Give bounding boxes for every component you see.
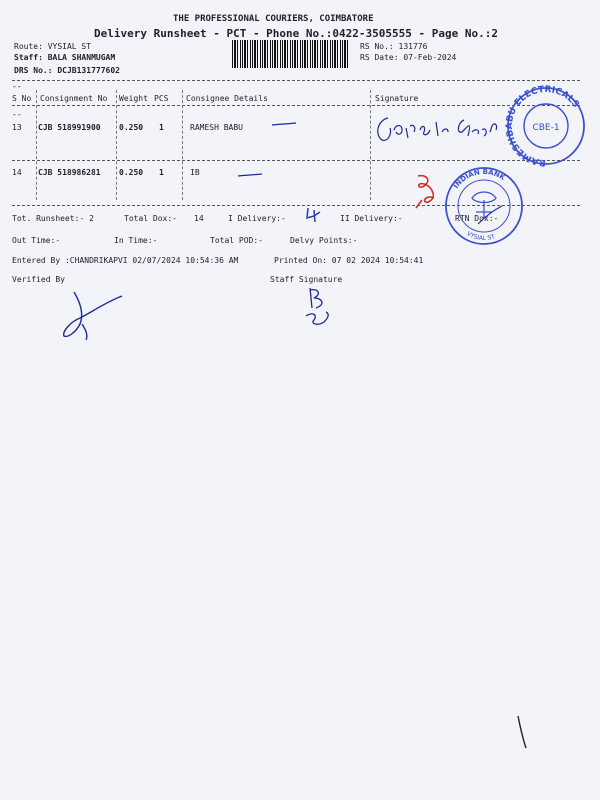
- staff-signature: [300, 284, 336, 330]
- column-header-signature: Signature: [375, 94, 419, 103]
- bank-stamp-top-text: INDIAN BANK: [452, 167, 507, 190]
- row-separator: [12, 160, 580, 161]
- svg-text:INDIAN BANK: [452, 168, 507, 190]
- rs-number: RS No.: 131776: [360, 42, 428, 51]
- delivery-count-mark: [304, 206, 324, 224]
- company-title: THE PROFESSIONAL COURIERS, COIMBATORE: [173, 14, 374, 24]
- dash-mark: [270, 118, 300, 130]
- row-sno: 14: [12, 168, 22, 177]
- i-delivery-label: I Delivery:-: [228, 214, 286, 223]
- bank-stamp-bottom-text: VYSIAL ST: [465, 230, 496, 243]
- runsheet-title: Delivery Runsheet - PCT - Phone No.:0422-3505555 - Page No.:2: [94, 27, 498, 40]
- tot-runsheet: Tot. Runsheet:- 2: [12, 214, 94, 223]
- rtn-dox-label: RTN Dox:-: [455, 214, 499, 223]
- column-header-weight: Weight: [119, 94, 148, 103]
- row-sno: 13: [12, 123, 22, 132]
- row-consignment: CJB 518991900: [38, 123, 101, 132]
- electricals-stamp: [500, 84, 592, 168]
- rule-header: [12, 105, 580, 106]
- column-header-sno: S No: [12, 94, 32, 103]
- ii-delivery-label: II Delivery:-: [340, 214, 403, 223]
- col-divider: [116, 90, 117, 200]
- column-header-pcs: PCS: [154, 94, 169, 103]
- column-header-consignee: Consignee Details: [186, 94, 268, 103]
- staff-label: Staff: BALA SHANMUGAM: [14, 53, 116, 62]
- out-time-label: Out Time:-: [12, 236, 61, 245]
- rs-date: RS Date: 07-Feb-2024: [360, 53, 457, 62]
- total-pod-label: Total POD:-: [210, 236, 263, 245]
- in-time-label: In Time:-: [114, 236, 158, 245]
- electricals-stamp-center: CBE-1: [532, 123, 560, 133]
- row-consignee: IB: [190, 168, 200, 177]
- electricals-stamp-ring-text: RAMESHBABU ELECTRICALS: [504, 84, 581, 168]
- consignee-signature: [372, 112, 502, 146]
- verifier-signature: [58, 288, 128, 344]
- col-divider: [182, 90, 183, 200]
- total-dox-label: Total Dox:-: [124, 214, 177, 223]
- row-pcs: 1: [159, 168, 164, 177]
- row-marker: --: [12, 110, 22, 119]
- row-consignee: RAMESH BABU: [190, 123, 243, 132]
- staff-signature-label: Staff Signature: [270, 275, 343, 284]
- row-weight: 0.250: [119, 168, 144, 177]
- row-consignment: CJB 518986281: [38, 168, 101, 177]
- delvy-points-label: Delvy Points:-: [290, 236, 358, 245]
- bank-stamp: [442, 166, 526, 246]
- printed-on: Printed On: 07 02 2024 10:54:41: [274, 256, 424, 265]
- route-label: Route: VYSIAL ST: [14, 42, 92, 51]
- barcode: [232, 40, 350, 68]
- ink-stroke: [514, 712, 534, 752]
- entered-by: Entered By :CHANDRIKAPVI 02/07/2024 10:54:36 AM: [12, 256, 239, 265]
- drs-number: DRS No.: DCJB131777602: [14, 66, 120, 75]
- col-divider: [370, 90, 371, 200]
- row-weight: 0.250: [119, 123, 144, 132]
- top-marker: --: [12, 82, 22, 91]
- rule-top: [12, 80, 580, 81]
- total-dox-value: 14: [194, 214, 204, 223]
- row-pcs: 1: [159, 123, 164, 132]
- red-initials: [410, 172, 444, 212]
- column-header-consignment: Consignment No: [40, 94, 108, 103]
- col-divider: [36, 90, 37, 200]
- verified-by-label: Verified By: [12, 275, 65, 284]
- dash-mark: [236, 170, 266, 180]
